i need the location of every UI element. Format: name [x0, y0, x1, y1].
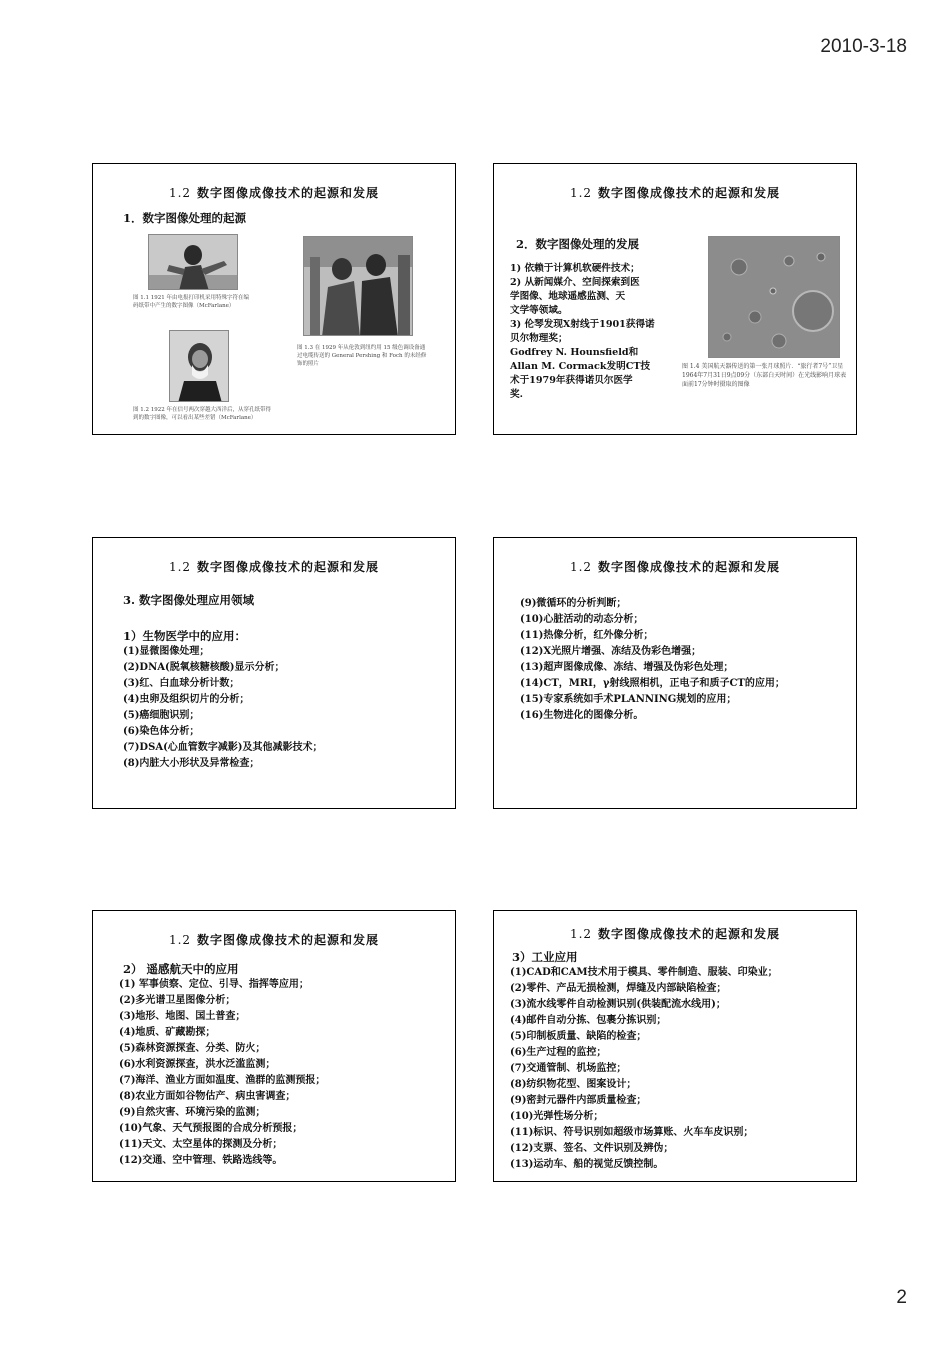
- slide-title-number: 1.2: [168, 560, 192, 574]
- slide-3: [92, 537, 456, 809]
- industrial-list: [510, 965, 778, 1173]
- list-item: (2)DNA(脱氧核糖核酸)显示分析；: [123, 662, 285, 673]
- section-heading: 2） 遥感航天中的应用: [123, 962, 239, 976]
- slide-title: [93, 558, 455, 575]
- slide-subheading: 3. 数字图像处理应用领域: [123, 593, 255, 607]
- list-item: 1) 依赖于计算机软硬件技术；: [510, 263, 640, 274]
- figure-caption-1-3: 图 1.3 在 1929 年从伦敦到纽约用 15 级色调设备通过电缆传送的 General Pershing 和 Foch 的未经修饰的照片: [297, 345, 427, 367]
- list-item: (12)支票、签名、文件识别及辨伪；: [510, 1143, 674, 1154]
- page-number: 2: [896, 1287, 907, 1308]
- list-item: 贝尔物理奖；: [510, 333, 568, 344]
- list-item: (8)内脏大小形状及异常检查；: [123, 758, 260, 769]
- slide-title: [494, 925, 856, 942]
- list-item: (9)自然灾害、环境污染的监测；: [119, 1107, 266, 1118]
- section-heading: 1）生物医学中的应用：: [123, 629, 247, 643]
- list-item: (1)CAD和CAM技术用于模具、零件制造、服装、印染业；: [510, 967, 778, 978]
- list-item: (13)运动车、船的视觉反馈控制。: [510, 1159, 664, 1170]
- list-item: (10)心脏活动的动态分析；: [520, 614, 644, 625]
- figure-caption-1-4: 图 1.4 美国航天器传送的第一张月球照片．“旅行者7号”卫星1964年7月31日9点09分（东部白天时间）在光线影响月球表面前17分钟时摄取的图像: [682, 363, 847, 388]
- list-item: (4)地质、矿藏勘探；: [119, 1027, 216, 1038]
- telegraph-photo-image: [148, 234, 238, 290]
- list-item: 2) 从新闻媒介、空间探索到医: [510, 277, 640, 288]
- list-item: (9)密封元器件内部质量检查；: [510, 1095, 647, 1106]
- slide-subheading: 1．数字图像处理的起源: [123, 211, 247, 225]
- list-item: (8)农业方面如谷物估产、病虫害调查；: [119, 1091, 296, 1102]
- list-item: (3)红、白血球分析计数；: [123, 678, 240, 689]
- slide-title-text: 数字图像成像技术的起源和发展: [197, 933, 380, 947]
- list-item: (16)生物进化的图像分析。: [520, 710, 644, 721]
- slide-title-text: 数字图像成像技术的起源和发展: [598, 560, 781, 574]
- slide-title: [93, 931, 455, 948]
- slide-title-number: 1.2: [569, 186, 593, 200]
- page-date: 2010-3-18: [820, 36, 907, 57]
- list-item: (5)癌细胞识别；: [123, 710, 200, 721]
- list-item: (14)CT，MRI，γ射线照相机，正电子和质子CT的应用；: [520, 678, 785, 689]
- figure-caption-1-1: 图 1.1 1921 年由电报打印机采用特殊字符在编码纸带中产生的数字图像（McFarlane）: [133, 295, 249, 309]
- development-list: [510, 262, 655, 402]
- slide-title-number: 1.2: [569, 927, 593, 941]
- list-item: (15)专家系统如手术PLANNING规划的应用；: [520, 694, 737, 705]
- list-item: (11)标识、符号识别如超级市场算账、火车车皮识别；: [510, 1127, 754, 1138]
- list-item: (2)零件、产品无损检测，焊缝及内部缺陷检查；: [510, 983, 727, 994]
- list-item: (11)天文、太空星体的探测及分析；: [119, 1139, 283, 1150]
- list-item: (12)交通、空中管理、铁路选线等。: [119, 1155, 283, 1166]
- list-item: (11)热像分析，红外像分析；: [520, 630, 654, 641]
- list-item: (5)森林资源探查、分类、防火；: [119, 1043, 266, 1054]
- list-item: (12)X光照片增强、冻结及伪彩色增强；: [520, 646, 702, 657]
- list-item: (7)海洋、渔业方面如温度、渔群的监测预报；: [119, 1075, 326, 1086]
- slide-title-number: 1.2: [569, 560, 593, 574]
- slide-6: [493, 910, 857, 1182]
- slide-5: [92, 910, 456, 1182]
- slide-title-text: 数字图像成像技术的起源和发展: [197, 560, 380, 574]
- list-item: (6)染色体分析；: [123, 726, 200, 737]
- list-item: 学图像、地球遥感监测、天: [510, 291, 626, 302]
- list-item: (10)气象、天气预报图的合成分析预报；: [119, 1123, 303, 1134]
- slide-subheading: 2．数字图像处理的发展: [516, 237, 640, 251]
- remote-sensing-list: [119, 977, 325, 1169]
- slide-title: [93, 184, 455, 201]
- biomedical-list: [123, 644, 323, 772]
- list-item: (7)交通管制、机场监控；: [510, 1063, 627, 1074]
- section-heading: 3）工业应用: [512, 950, 578, 964]
- list-item: (10)光弹性场分析；: [510, 1111, 604, 1122]
- list-item: (13)超声图像成像、冻结、增强及伪彩色处理；: [520, 662, 734, 673]
- biomedical-list-continued: [520, 596, 785, 724]
- slide-title-text: 数字图像成像技术的起源和发展: [598, 186, 781, 200]
- slide-1: [92, 163, 456, 435]
- list-item: (8)纺织物花型、图案设计；: [510, 1079, 637, 1090]
- list-item: (6)生产过程的监控；: [510, 1047, 607, 1058]
- list-item: (3)地形、地图、国土普查；: [119, 1011, 246, 1022]
- list-item: (7)DSA(心血管数字减影)及其他减影技术；: [123, 742, 323, 753]
- portrait-photo-image: [169, 330, 229, 402]
- list-item: (1)显微图像处理；: [123, 646, 210, 657]
- list-item: 术于1979年获得诺贝尔医学: [510, 375, 633, 386]
- list-item: (4)虫卵及组织切片的分析；: [123, 694, 250, 705]
- slide-title: [494, 184, 856, 201]
- list-item: (3)流水线零件自动检测识别(供装配流水线用)；: [510, 999, 726, 1010]
- pershing-foch-photo-image: [303, 236, 413, 336]
- figure-caption-1-2: 图 1.2 1922 年在信号两次穿越大西洋后，从穿孔纸带得到的数字图像，可以看出某些差错（McFarlane）: [133, 407, 271, 421]
- list-item: (2)多光谱卫星图像分析；: [119, 995, 236, 1006]
- list-item: (6)水利资源探查，洪水泛滥监测；: [119, 1059, 276, 1070]
- list-item: 3) 伦琴发现X射线于1901获得诺: [510, 319, 655, 330]
- slide-title-text: 数字图像成像技术的起源和发展: [197, 186, 380, 200]
- slide-title-number: 1.2: [168, 933, 192, 947]
- slide-title-text: 数字图像成像技术的起源和发展: [598, 927, 781, 941]
- slide-title: [494, 558, 856, 575]
- list-item: (4)邮件自动分拣、包裹分拣识别；: [510, 1015, 667, 1026]
- list-item: Allan M. Cormack发明CT技: [510, 361, 651, 372]
- slide-4: [493, 537, 857, 809]
- slide-2: [493, 163, 857, 435]
- list-item: 文学等领域。: [510, 305, 568, 316]
- slide-title-number: 1.2: [168, 186, 192, 200]
- moon-photo-image: [708, 236, 840, 358]
- list-item: (9)微循环的分析判断；: [520, 598, 627, 609]
- list-item: 奖.: [510, 389, 523, 400]
- list-item: (1) 军事侦察、定位、引导、指挥等应用；: [119, 979, 309, 990]
- list-item: (5)印制板质量、缺陷的检查；: [510, 1031, 647, 1042]
- list-item: Godfrey N. Hounsfield和: [510, 347, 639, 358]
